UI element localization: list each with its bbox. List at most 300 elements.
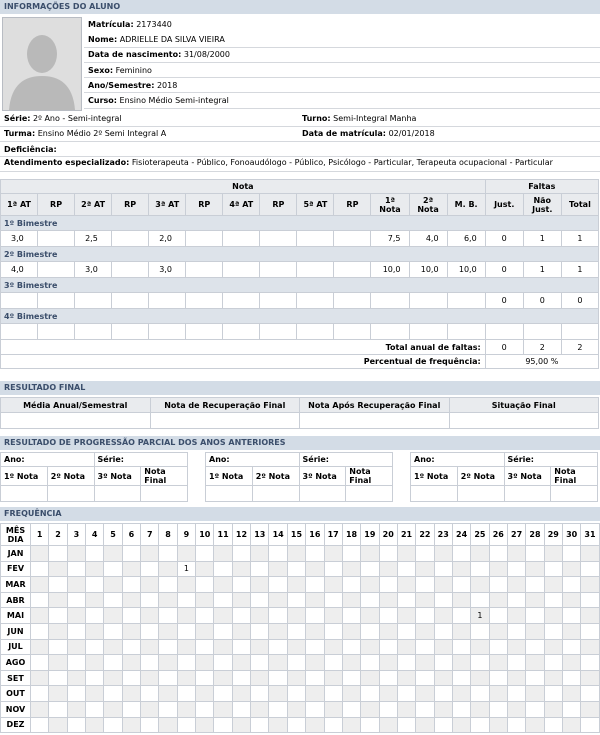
freq-cell <box>232 717 250 733</box>
freq-cell <box>471 717 489 733</box>
freq-cell <box>269 670 287 686</box>
freq-cell <box>122 717 140 733</box>
freq-cell <box>397 561 415 577</box>
table-row <box>1 262 599 278</box>
freq-cell <box>141 717 159 733</box>
freq-cell <box>471 623 489 639</box>
freq-cell <box>214 686 232 702</box>
freq-cell <box>416 623 434 639</box>
freq-cell <box>562 577 580 593</box>
avatar <box>2 17 82 111</box>
freq-cell <box>232 592 250 608</box>
grade-cell <box>186 231 223 247</box>
freq-cell <box>49 592 67 608</box>
table-row <box>1 717 600 733</box>
freq-cell <box>361 561 379 577</box>
grade-cell <box>112 324 149 340</box>
freq-cell <box>324 577 342 593</box>
freq-cell <box>562 717 580 733</box>
freq-cell <box>526 655 544 671</box>
grade-cell <box>112 231 149 247</box>
grade-col-header: 1ª Nota <box>371 194 409 216</box>
grade-col-header: 4ª AT <box>223 194 260 216</box>
freq-cell <box>86 577 104 593</box>
freq-cell <box>471 592 489 608</box>
freq-cell <box>544 608 562 624</box>
freq-cell <box>324 623 342 639</box>
freq-cell <box>507 717 525 733</box>
progressao-serie-label: Série: <box>94 453 188 467</box>
month-label: AGO <box>1 655 31 671</box>
freq-cell <box>214 623 232 639</box>
grade-cell <box>75 324 112 340</box>
freq-cell <box>159 639 177 655</box>
freq-cell <box>507 546 525 562</box>
freq-cell <box>67 701 85 717</box>
freq-cell <box>177 717 195 733</box>
grade-cell: 3,0 <box>149 262 186 278</box>
freq-cell <box>306 592 324 608</box>
freq-cell <box>86 686 104 702</box>
grade-cell <box>1 293 38 309</box>
freq-cell <box>507 701 525 717</box>
freq-cell <box>471 639 489 655</box>
freq-cell <box>324 701 342 717</box>
month-label: MAR <box>1 577 31 593</box>
section-header-student: INFORMAÇÕES DO ALUNO <box>0 0 600 14</box>
freq-cell <box>416 608 434 624</box>
grade-cell <box>38 293 75 309</box>
freq-cell <box>526 561 544 577</box>
freq-cell <box>104 686 122 702</box>
freq-cell <box>287 655 305 671</box>
freq-cell <box>49 655 67 671</box>
grade-col-header: RP <box>38 194 75 216</box>
grade-cell <box>297 262 334 278</box>
freq-cell <box>489 701 507 717</box>
freq-cell <box>324 639 342 655</box>
grade-col-header: M. B. <box>447 194 485 216</box>
freq-cell <box>361 639 379 655</box>
freq-cell <box>397 686 415 702</box>
freq-cell <box>159 608 177 624</box>
freq-cell <box>232 546 250 562</box>
freq-cell <box>471 577 489 593</box>
grade-col-header: 2ª AT <box>75 194 112 216</box>
freq-cell <box>342 592 360 608</box>
grade-cell: 1 <box>523 231 561 247</box>
freq-cell <box>489 717 507 733</box>
grade-cell: 3,0 <box>75 262 112 278</box>
freq-cell <box>306 717 324 733</box>
freq-cell <box>471 561 489 577</box>
freq-cell <box>287 717 305 733</box>
frequencia-label: Percentual de frequência: <box>1 355 486 369</box>
freq-cell <box>232 686 250 702</box>
freq-cell <box>196 546 214 562</box>
day-header: 19 <box>361 524 379 546</box>
grade-cell: 10,0 <box>371 262 409 278</box>
freq-cell <box>159 592 177 608</box>
freq-cell <box>434 577 452 593</box>
progressao-block <box>410 452 598 502</box>
nome-row: Nome: ADRIELLE DA SILVA VIEIRA <box>88 35 225 44</box>
freq-cell <box>397 577 415 593</box>
freq-cell <box>269 561 287 577</box>
freq-cell <box>507 639 525 655</box>
freq-cell <box>251 623 269 639</box>
freq-cell <box>86 655 104 671</box>
freq-cell <box>434 655 452 671</box>
freq-cell <box>31 592 49 608</box>
freq-cell <box>434 561 452 577</box>
freq-cell <box>324 592 342 608</box>
grade-cell: 0 <box>561 293 598 309</box>
freq-cell <box>287 701 305 717</box>
month-label: NOV <box>1 701 31 717</box>
freq-cell <box>251 608 269 624</box>
freq-cell <box>104 655 122 671</box>
grade-cell: 0 <box>523 293 561 309</box>
freq-cell <box>177 608 195 624</box>
grade-cell <box>561 324 598 340</box>
freq-cell <box>49 717 67 733</box>
grade-cell <box>447 293 485 309</box>
freq-cell <box>361 686 379 702</box>
freq-cell <box>342 577 360 593</box>
freq-cell <box>49 639 67 655</box>
grade-cell: 10,0 <box>409 262 447 278</box>
freq-cell <box>86 546 104 562</box>
freq-cell <box>177 623 195 639</box>
freq-cell <box>214 670 232 686</box>
freq-cell <box>306 655 324 671</box>
freq-cell <box>434 623 452 639</box>
grade-cell <box>297 231 334 247</box>
freq-cell <box>251 577 269 593</box>
freq-cell <box>214 561 232 577</box>
grade-col-header: RP <box>186 194 223 216</box>
freq-cell <box>581 608 599 624</box>
freq-cell <box>177 686 195 702</box>
freq-cell <box>306 577 324 593</box>
freq-cell <box>544 623 562 639</box>
freq-cell <box>31 639 49 655</box>
freq-cell <box>196 686 214 702</box>
freq-cell <box>526 577 544 593</box>
freq-cell <box>86 592 104 608</box>
freq-cell <box>269 655 287 671</box>
progressao-col-header: 3º Nota <box>299 467 346 486</box>
freq-cell <box>251 561 269 577</box>
freq-cell <box>177 670 195 686</box>
freq-cell <box>361 701 379 717</box>
grade-cell <box>371 293 409 309</box>
month-label: JUN <box>1 623 31 639</box>
table-row <box>1 324 599 340</box>
freq-cell <box>177 701 195 717</box>
freq-cell <box>31 623 49 639</box>
sexo-row: Sexo: Feminino <box>88 66 152 75</box>
progressao-ano-label: Ano: <box>411 453 505 467</box>
grade-cell: 3,0 <box>1 231 38 247</box>
progressao-col-header: 1º Nota <box>411 467 458 486</box>
day-header: 18 <box>342 524 360 546</box>
freq-cell <box>177 546 195 562</box>
resultado-col-recuperacao: Nota de Recuperação Final <box>150 398 300 413</box>
freq-cell <box>397 670 415 686</box>
freq-cell <box>526 546 544 562</box>
grade-col-header: RP <box>334 194 371 216</box>
freq-cell <box>141 577 159 593</box>
freq-cell <box>397 546 415 562</box>
freq-cell <box>104 701 122 717</box>
freq-cell <box>342 717 360 733</box>
table-row <box>1 670 600 686</box>
freq-cell <box>196 655 214 671</box>
freq-cell <box>526 592 544 608</box>
freq-cell <box>122 655 140 671</box>
freq-cell <box>196 623 214 639</box>
freq-cell <box>122 577 140 593</box>
freq-cell <box>379 717 397 733</box>
freq-cell <box>86 701 104 717</box>
grade-cell: 0 <box>485 293 523 309</box>
freq-cell <box>544 592 562 608</box>
freq-cell <box>67 655 85 671</box>
freq-cell <box>104 577 122 593</box>
freq-cell <box>562 670 580 686</box>
freq-cell <box>397 655 415 671</box>
freq-cell <box>489 670 507 686</box>
freq-cell <box>196 577 214 593</box>
freq-cell <box>397 623 415 639</box>
freq-cell <box>177 655 195 671</box>
freq-cell <box>581 561 599 577</box>
grade-cell <box>223 324 260 340</box>
nota-header: Nota <box>1 180 486 194</box>
grade-cell <box>223 231 260 247</box>
freq-cell <box>361 546 379 562</box>
freq-cell <box>86 670 104 686</box>
freq-cell <box>141 701 159 717</box>
freq-cell <box>214 546 232 562</box>
freq-cell <box>141 655 159 671</box>
freq-cell <box>361 670 379 686</box>
freq-cell <box>232 561 250 577</box>
day-header: 22 <box>416 524 434 546</box>
freq-cell <box>416 561 434 577</box>
freq-cell <box>159 701 177 717</box>
freq-cell <box>324 561 342 577</box>
freq-cell <box>526 608 544 624</box>
freq-cell <box>306 701 324 717</box>
freq-cell <box>269 546 287 562</box>
grade-cell <box>409 293 447 309</box>
freq-cell <box>306 670 324 686</box>
freq-cell <box>544 561 562 577</box>
freq-cell <box>562 546 580 562</box>
progressao-col-header: 1º Nota <box>206 467 253 486</box>
freq-cell <box>434 639 452 655</box>
progressao-col-header: 2º Nota <box>252 467 299 486</box>
day-header: 28 <box>526 524 544 546</box>
resultado-col-situacao: Situação Final <box>449 398 599 413</box>
freq-cell <box>287 561 305 577</box>
day-header: 9 <box>177 524 195 546</box>
freq-cell <box>159 577 177 593</box>
freq-cell <box>196 639 214 655</box>
freq-cell <box>196 608 214 624</box>
grade-cell: 10,0 <box>447 262 485 278</box>
grade-col-header: RP <box>260 194 297 216</box>
grade-cell: 7,5 <box>371 231 409 247</box>
freq-cell <box>526 623 544 639</box>
freq-cell <box>49 686 67 702</box>
freq-cell <box>196 592 214 608</box>
bimestre-label: 2º Bimestre <box>1 247 599 262</box>
freq-cell <box>67 546 85 562</box>
grade-cell <box>260 262 297 278</box>
freq-cell <box>379 686 397 702</box>
grade-cell <box>112 293 149 309</box>
day-header: 14 <box>269 524 287 546</box>
freq-cell <box>232 670 250 686</box>
grade-cell <box>297 293 334 309</box>
progressao-serie-label: Série: <box>504 453 598 467</box>
progressao-col-header: 3º Nota <box>504 467 551 486</box>
freq-cell <box>416 686 434 702</box>
freq-cell <box>361 592 379 608</box>
freq-cell <box>31 546 49 562</box>
progressao-block <box>0 452 188 502</box>
freq-cell <box>416 701 434 717</box>
freq-cell <box>269 639 287 655</box>
freq-cell: 1 <box>177 561 195 577</box>
freq-cell <box>581 639 599 655</box>
month-label: MAI <box>1 608 31 624</box>
freq-cell <box>397 717 415 733</box>
progressao-ano-label: Ano: <box>1 453 95 467</box>
day-header: 15 <box>287 524 305 546</box>
freq-cell <box>86 639 104 655</box>
total-faltas-nao-just: 2 <box>523 340 561 355</box>
freq-cell <box>269 701 287 717</box>
freq-cell <box>287 670 305 686</box>
freq-cell <box>196 717 214 733</box>
freq-cell <box>342 546 360 562</box>
grade-cell: 2,5 <box>75 231 112 247</box>
table-row <box>1 592 600 608</box>
freq-cell <box>324 546 342 562</box>
freq-cell <box>287 546 305 562</box>
deficiencia-row: Deficiência: <box>4 145 57 154</box>
day-header: 29 <box>544 524 562 546</box>
freq-cell <box>526 701 544 717</box>
freq-cell <box>49 701 67 717</box>
freq-cell <box>416 655 434 671</box>
freq-cell <box>49 561 67 577</box>
freq-cell <box>31 577 49 593</box>
curso-row: Curso: Ensino Médio Semi-integral <box>88 96 229 105</box>
freq-cell <box>104 670 122 686</box>
freq-cell <box>31 608 49 624</box>
freq-cell <box>379 546 397 562</box>
freq-cell <box>67 686 85 702</box>
freq-cell <box>269 623 287 639</box>
freq-cell <box>489 608 507 624</box>
freq-cell <box>361 608 379 624</box>
day-header: 4 <box>86 524 104 546</box>
freq-cell <box>159 561 177 577</box>
table-row <box>1 231 599 247</box>
freq-cell <box>416 670 434 686</box>
day-header: 12 <box>232 524 250 546</box>
freq-cell <box>49 577 67 593</box>
section-header-frequencia: FREQUÊNCIA <box>0 507 600 521</box>
grade-cell: 2,0 <box>149 231 186 247</box>
grade-cell <box>523 324 561 340</box>
freq-cell <box>581 592 599 608</box>
freq-cell <box>489 546 507 562</box>
freq-cell <box>159 717 177 733</box>
progressao-col-header: 3º Nota <box>94 467 141 486</box>
bimestre-label: 4º Bimestre <box>1 309 599 324</box>
freq-cell <box>232 639 250 655</box>
freq-cell <box>526 686 544 702</box>
freq-cell <box>67 639 85 655</box>
freq-cell <box>31 686 49 702</box>
grade-cell: 1 <box>561 231 598 247</box>
freq-cell <box>324 717 342 733</box>
freq-cell <box>31 655 49 671</box>
freq-cell <box>379 701 397 717</box>
freq-cell <box>379 655 397 671</box>
freq-cell <box>489 686 507 702</box>
freq-cell <box>342 608 360 624</box>
freq-cell <box>342 639 360 655</box>
freq-cell <box>471 686 489 702</box>
freq-cell <box>434 686 452 702</box>
grade-col-header: Não Just. <box>523 194 561 216</box>
month-label: ABR <box>1 592 31 608</box>
freq-cell <box>581 686 599 702</box>
freq-cell <box>306 623 324 639</box>
table-row <box>1 293 599 309</box>
progressao-col-header: 2º Nota <box>457 467 504 486</box>
freq-cell <box>452 701 470 717</box>
freq-cell <box>31 717 49 733</box>
grade-col-header: 3ª AT <box>149 194 186 216</box>
freq-cell <box>269 608 287 624</box>
freq-cell <box>49 623 67 639</box>
freq-cell <box>196 561 214 577</box>
freq-cell <box>581 701 599 717</box>
grade-col-header: Just. <box>485 194 523 216</box>
grade-cell <box>149 293 186 309</box>
freq-cell <box>544 701 562 717</box>
frequencia-value: 95,00 % <box>485 355 598 369</box>
freq-cell <box>159 655 177 671</box>
freq-cell <box>452 670 470 686</box>
freq-cell <box>581 546 599 562</box>
progressao-col-header: 1º Nota <box>1 467 48 486</box>
freq-cell <box>122 701 140 717</box>
grade-col-header: Total <box>561 194 598 216</box>
grade-cell <box>297 324 334 340</box>
freq-cell <box>434 717 452 733</box>
freq-cell <box>507 623 525 639</box>
